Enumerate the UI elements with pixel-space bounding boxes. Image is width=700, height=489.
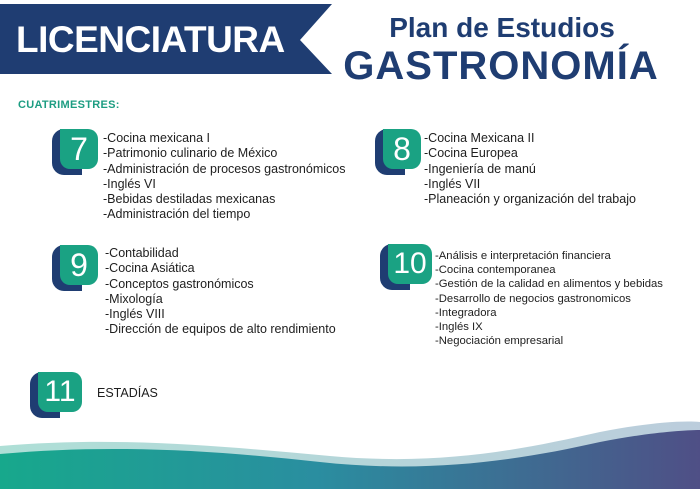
term-7-badge bbox=[52, 129, 98, 177]
subject-item: -Análisis e interpretación financiera bbox=[435, 250, 611, 262]
subject-item: -Inglés VI bbox=[103, 176, 156, 191]
subject-item: -Cocina contemporanea bbox=[435, 264, 556, 277]
term-10-subjects bbox=[435, 249, 663, 348]
subject-item: -Inglés VII bbox=[424, 176, 481, 191]
term-11-badge bbox=[30, 372, 82, 420]
subject-item: -Inglés IX bbox=[435, 321, 483, 334]
subject-item: -Inglés VIII bbox=[105, 307, 165, 322]
term-8-subjects bbox=[424, 131, 636, 207]
degree-label: LICENCIATURA bbox=[16, 19, 285, 60]
term-number: 8 bbox=[383, 129, 421, 169]
term-8-badge bbox=[375, 129, 421, 177]
subject-item: -Ingeniería de manú bbox=[424, 161, 536, 176]
subject-item: -Cocina mexicana I bbox=[103, 131, 210, 145]
subject-item: -Cocina Mexicana II bbox=[424, 131, 535, 145]
subject-item: -Patrimonio culinario de México bbox=[103, 146, 278, 161]
subject-item: -Bebidas destiladas mexicanas bbox=[103, 192, 276, 207]
term-7-subjects bbox=[103, 131, 345, 223]
header-banner bbox=[0, 4, 332, 74]
subject-item: -Administración del tiempo bbox=[103, 207, 251, 222]
subject-item: -Cocina Asiática bbox=[105, 261, 195, 276]
subject-item: -Integradora bbox=[435, 306, 497, 319]
term-number: 7 bbox=[60, 129, 98, 169]
plan-title: Plan de Estudios bbox=[389, 12, 615, 43]
subject-item: -Planeación y organización del trabajo bbox=[424, 192, 636, 207]
period-label: CUATRIMESTRES: bbox=[18, 99, 120, 111]
term-9-badge bbox=[52, 245, 98, 293]
term-11-subject: ESTADÍAS bbox=[97, 386, 158, 400]
subject-item: -Conceptos gastronómicos bbox=[105, 276, 254, 291]
program-title: GASTRONOMÍA bbox=[343, 44, 659, 88]
bottom-wave-decoration bbox=[0, 420, 700, 489]
term-9-subjects bbox=[105, 246, 336, 338]
term-number: 10 bbox=[388, 244, 432, 284]
subject-item: -Gestión de la calidad en alimentos y bebidas bbox=[435, 278, 663, 291]
term-number: 11 bbox=[38, 372, 82, 412]
subject-item: -Negociación empresarial bbox=[435, 335, 564, 348]
subject-item: -Dirección de equipos de alto rendimiento bbox=[105, 322, 336, 337]
subject-item: -Contabilidad bbox=[105, 246, 179, 260]
subject-item: -Administración de procesos gastronómicos bbox=[103, 161, 346, 176]
subject-item: -Desarrollo de negocios gastronomicos bbox=[435, 292, 631, 305]
term-10-badge bbox=[380, 244, 432, 292]
term-number: 9 bbox=[60, 245, 98, 285]
subject-item: -Mixología bbox=[105, 291, 163, 306]
subject-item: -Cocina Europea bbox=[424, 146, 518, 161]
